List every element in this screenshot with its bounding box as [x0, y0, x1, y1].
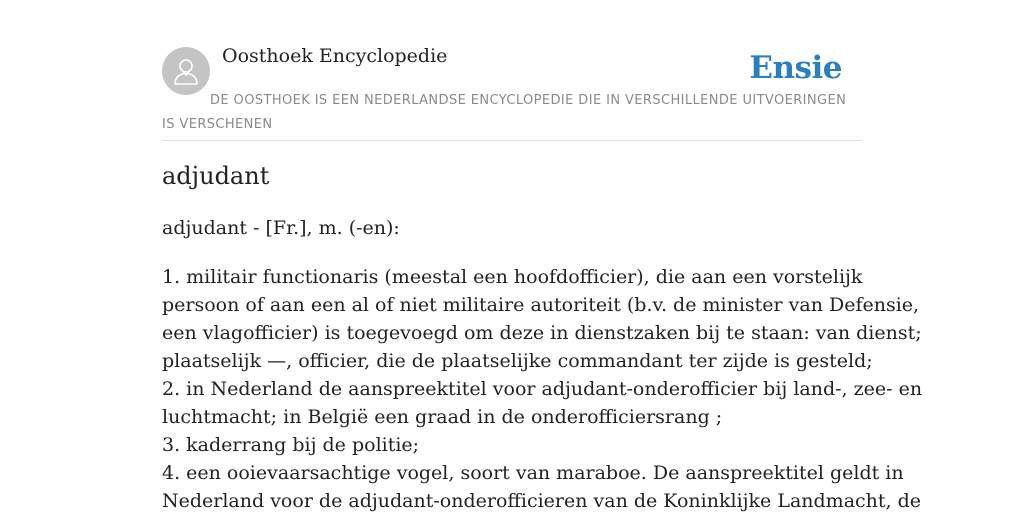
definition-head: adjudant - [Fr.], m. (-en):	[162, 217, 400, 239]
content-container	[162, 0, 923, 512]
definition-line: 3. kaderrang bij de politie;	[162, 434, 420, 456]
site-header	[162, 0, 862, 141]
definition-line: 2. in Nederland de aanspreektitel voor adjudant-onderofficier bij land-, zee- en	[162, 378, 923, 400]
definition-line: Nederland voor de adjudant-onderofficieren van de Koninklijke Landmacht, de	[162, 490, 922, 512]
definition-line: persoon of aan een al of niet militaire autoriteit (b.v. de minister van Defensie,	[162, 294, 920, 316]
site-tagline: DE OOSTHOEK IS EEN NEDERLANDSE ENCYCLOPEDIE DIE IN VERSCHILLENDE UITVOERINGEN IS VERSCHENEN	[162, 93, 847, 132]
site-title[interactable]: Oosthoek Encyclopedie	[222, 45, 448, 67]
definition-line: luchtmacht; in België een graad in de onderofficiersrang ;	[162, 406, 723, 428]
definition-line: een vlagofficier) is toegevoegd om deze in dienstzaken bij te staan: van dienst;	[162, 322, 922, 344]
avatar[interactable]	[162, 47, 210, 95]
definition-line: 4. een ooievaarsachtige vogel, soort van maraboe. De aanspreektitel geldt in	[162, 462, 904, 484]
definition-line: 1. militair functionaris (meestal een hoofdofficier), die aan een vorstelijk	[162, 266, 863, 288]
definition-body	[162, 263, 923, 512]
brand-logo[interactable]: Ensie	[749, 50, 842, 86]
user-icon	[171, 56, 201, 86]
definition-line: plaatselijk —, officier, die de plaatselijke commandant ter zijde is gesteld;	[162, 350, 873, 372]
entry-title: adjudant	[162, 162, 270, 190]
